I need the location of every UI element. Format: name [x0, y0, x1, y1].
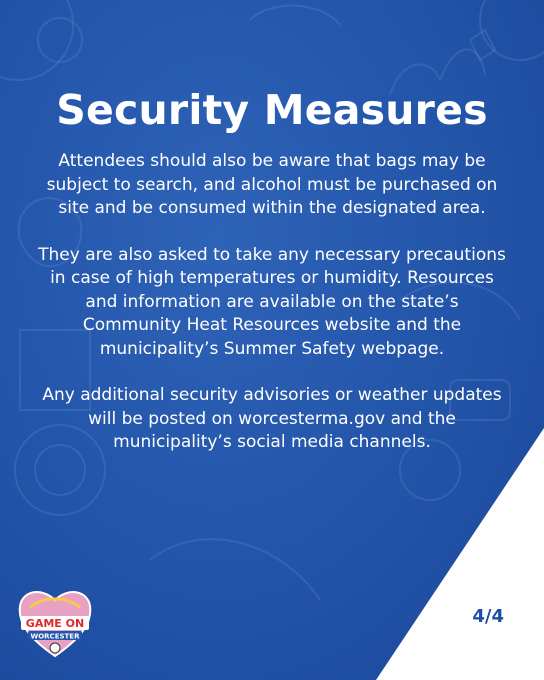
paragraph-heat-precautions: They are also asked to take any necessary precautions in case of high temperatures or humidity. Resources and information are available on the state’s Community Heat Resources website and the municipality’s Summer Safety webpage.	[38, 244, 506, 359]
page-title: Security Measures	[56, 86, 488, 134]
page-indicator: 4/4	[472, 606, 504, 627]
paragraph-updates: Any additional security advisories or weather updates will be posted on worcesterma.gov and the municipality’s social media channels.	[42, 385, 502, 452]
paragraph-security: Attendees should also be aware that bags may be subject to search, and alcohol must be purchased on site and be consumed within the designated area.	[46, 151, 498, 218]
soccer-ball-icon	[50, 643, 60, 653]
body-text	[34, 150, 510, 478]
logo-line2: WORCESTER	[30, 632, 80, 641]
game-on-worcester-logo	[16, 586, 94, 658]
logo-line1: GAME ON	[25, 617, 85, 630]
